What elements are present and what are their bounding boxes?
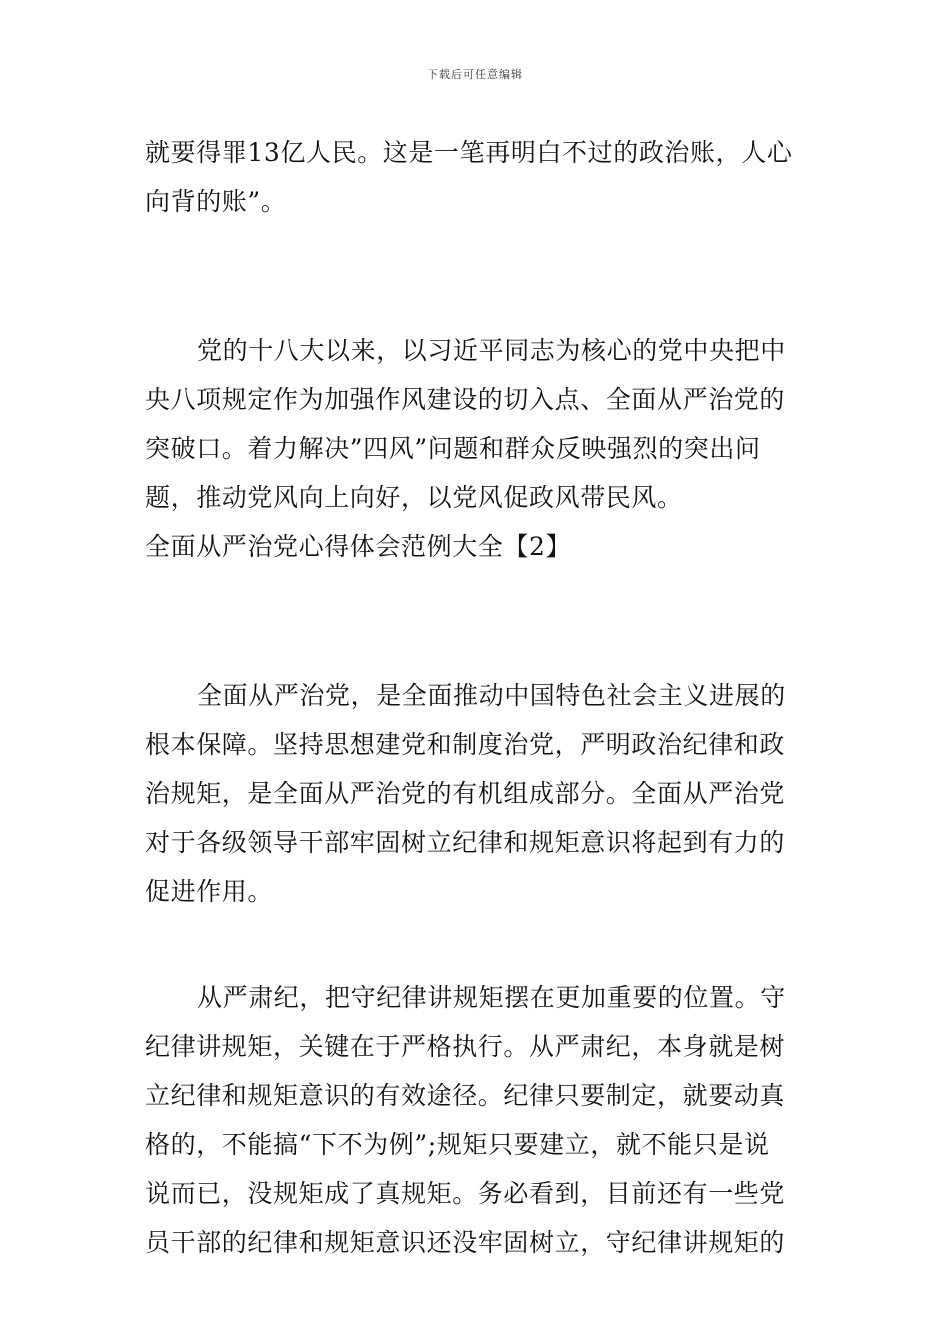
- text-line: 央八项规定作为加强作风建设的切入点、全面从严治党的: [145, 385, 786, 414]
- document-body: [145, 128, 809, 1267]
- text-line: 治规矩，是全面从严治党的有机组成部分。全面从严治党: [145, 779, 786, 808]
- text-line: 立纪律和规矩意识的有效途径。纪律只要制定，就要动真: [145, 1081, 786, 1110]
- text-line: 突破口。着力解决”四风”问题和群众反映强烈的突出问: [145, 434, 761, 463]
- paragraph-gap: [145, 571, 809, 671]
- text-line: 说而已，没规矩成了真规矩。务必看到，目前还有一些党: [145, 1179, 786, 1208]
- paragraph-gap: [145, 916, 809, 973]
- text-line: 促进作用。: [145, 877, 274, 906]
- paragraph-gap: [145, 226, 809, 326]
- text-line: 题，推动党风向上向好，以党风促政风带民风。: [145, 483, 683, 512]
- text-line: 就要得罪13亿人民。这是一笔再明白不过的政治账，人心: [145, 138, 793, 167]
- text-line: 格的，不能搞“下不为例”;规矩只要建立，就不能只是说: [145, 1130, 770, 1159]
- text-line: 从严肃纪，把守纪律讲规矩摆在更加重要的位置。守: [197, 983, 786, 1012]
- text-line: 对于各级领导干部牢固树立纪律和规矩意识将起到有力的: [145, 828, 786, 857]
- text-line: 全面从严治党，是全面推动中国特色社会主义进展的: [197, 681, 786, 710]
- text-line: 党的十八大以来，以习近平同志为核心的党中央把中: [197, 336, 786, 365]
- section-heading: 全面从严治党心得体会范例大全【2】: [145, 532, 572, 561]
- text-line: 员干部的纪律和规矩意识还没牢固树立，守纪律讲规矩的: [145, 1228, 786, 1257]
- header-note: 下载后可任意编辑: [427, 68, 523, 81]
- text-line: 纪律讲规矩，关键在于严格执行。从严肃纪，本身就是树: [145, 1032, 786, 1061]
- text-line: 根本保障。坚持思想建党和制度治党，严明政治纪律和政: [145, 730, 786, 759]
- text-line: 向背的账”。: [145, 187, 287, 216]
